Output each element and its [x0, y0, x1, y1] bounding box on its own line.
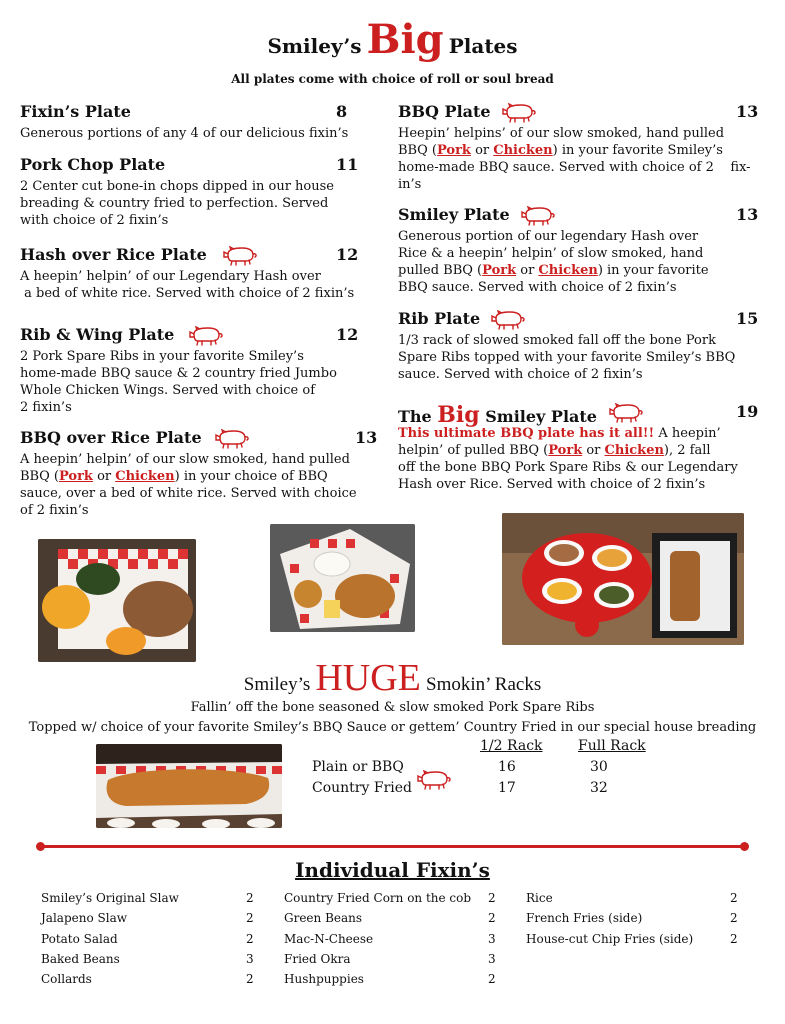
plate-description: A heepin’ helpin’ of our slow smoked, hand pulled BBQ (Pork or Chicken) in your choice of BBQ sauce, over a bed of white rice. Served with choice of 2 fixin’s — [20, 452, 357, 518]
fixin-price: 3 — [246, 952, 254, 966]
plate-price: 12 — [336, 245, 359, 264]
fixin-price: 2 — [730, 932, 738, 946]
racks-topping-note: Topped w/ choice of your favorite Smiley’s BBQ Sauce or gettem’ Country Fried in our special house breading — [28, 720, 757, 735]
racks-title: Smiley’s HUGE Smokin’ Racks — [243, 657, 542, 699]
plate-name: Hash over Rice Plate — [20, 245, 207, 264]
plate-description: Generous portion of our legendary Hash over Rice & a heepin’ helpin’ of slow smoked, hand pulled BBQ (Pork or Chicken) in your favorite BBQ sauce. Served with choice of 2 fixin’s — [398, 229, 709, 295]
plate-price: 8 — [336, 102, 348, 121]
rack-col-half: 1/2 Rack — [480, 738, 543, 754]
fixin-price: 2 — [488, 911, 496, 925]
fixin-item: Green Beans — [284, 911, 363, 925]
fixins-title: Individual Fixin’s — [295, 858, 490, 882]
plate-rib-wing — [20, 325, 365, 416]
pig-icon — [490, 310, 526, 330]
fixin-item: Country Fried Corn on the cob — [284, 891, 472, 905]
plate-description: 2 Pork Spare Ribs in your favorite Smiley’s home-made BBQ sauce & 2 country fried Jumbo Whole Chicken Wings. Served with choice of 2 fixin’s — [20, 349, 337, 415]
food-photo-big-smiley-plate — [502, 513, 744, 645]
menu-subtitle: All plates come with choice of roll or soul bread — [231, 72, 554, 86]
fixin-price: 2 — [730, 891, 738, 905]
plate-price: 19 — [736, 402, 759, 421]
plate-fixins — [20, 102, 360, 142]
title-prefix: Smiley’s — [267, 34, 362, 58]
plate-name: Fixin’s Plate — [20, 102, 131, 121]
plate-name: Rib Plate — [398, 309, 481, 328]
fixin-item: Rice — [526, 891, 553, 905]
fixin-price: 2 — [246, 972, 254, 986]
fixin-item: House-cut Chip Fries (side) — [526, 932, 694, 946]
fixin-price: 2 — [246, 911, 254, 925]
plate-price: 13 — [736, 102, 759, 121]
plate-description: 1/3 rack of slowed smoked fall off the bone Pork Spare Ribs topped with your favorite Smiley’s BBQ sauce. Served with choice of 2 fixin’s — [398, 333, 736, 382]
divider-right-dot — [740, 842, 749, 851]
pig-icon — [520, 206, 556, 226]
fixin-item: Mac-N-Cheese — [284, 932, 374, 946]
rack-row-label: Country Fried — [312, 780, 412, 796]
rack-row-half-price: 16 — [498, 759, 516, 775]
plate-name: BBQ Plate — [398, 102, 491, 121]
plate-name: Pork Chop Plate — [20, 155, 166, 174]
plate-smiley — [398, 205, 763, 296]
plate-rib — [398, 309, 763, 383]
racks-description: Fallin’ off the bone seasoned & slow smoked Pork Spare Ribs — [190, 700, 595, 715]
fixin-price: 2 — [246, 932, 254, 946]
menu-title — [0, 16, 785, 63]
rack-row-half-price: 17 — [498, 780, 516, 796]
plate-description: Heepin’ helpins’ of our slow smoked, hand pulled BBQ (Pork or Chicken) in your favorite Smiley’s home-made BBQ sauce. Served with choice of 2 fix- in’s — [398, 126, 751, 192]
pig-icon — [214, 429, 250, 449]
plate-hash-over-rice — [20, 245, 365, 302]
fixin-item: Collards — [41, 972, 92, 986]
plate-bbq-over-rice — [20, 428, 380, 519]
plate-price: 12 — [336, 325, 359, 344]
fixin-price: 2 — [488, 972, 496, 986]
plate-description: This ultimate BBQ plate has it all!! A heepin’ helpin’ of pulled BBQ (Pork or Chicken), 2 fall off the bone BBQ Pork Spare Ribs & our Legendary Hash over Rice. Served with choice of 2 fixin’s — [398, 426, 738, 492]
plate-price: 15 — [736, 309, 759, 328]
fixin-item: Fried Okra — [284, 952, 351, 966]
title-big-word: Big — [366, 16, 444, 63]
fixin-item: Potato Salad — [41, 932, 118, 946]
plate-description: 2 Center cut bone-in chops dipped in our house breading & country fried to perfection. Served with choice of 2 fixin’s — [20, 179, 334, 228]
plate-highlight: This ultimate BBQ plate has it all!! — [398, 426, 655, 441]
fixin-item: Baked Beans — [41, 952, 120, 966]
pig-icon — [608, 403, 644, 423]
fixin-price: 2 — [246, 891, 254, 905]
plate-name: The Big Smiley Plate — [398, 402, 597, 428]
rack-row-full-price: 32 — [590, 780, 608, 796]
plate-pork-chop — [20, 155, 365, 229]
rack-row-full-price: 30 — [590, 759, 608, 775]
plate-name: Rib & Wing Plate — [20, 325, 175, 344]
fixin-price: 2 — [488, 891, 496, 905]
pig-icon — [416, 770, 452, 790]
title-suffix: Plates — [448, 34, 518, 58]
plate-bbq — [398, 102, 763, 193]
rack-row-label: Plain or BBQ — [312, 759, 404, 775]
plate-name: Smiley Plate — [398, 205, 510, 224]
plate-name: BBQ over Rice Plate — [20, 428, 202, 447]
plate-price: 13 — [355, 428, 378, 447]
pig-icon — [222, 246, 258, 266]
food-photo-pork-chop — [270, 524, 415, 632]
fixin-price: 2 — [730, 911, 738, 925]
food-photo-bbq-plate — [38, 539, 196, 662]
plate-price: 11 — [336, 155, 359, 174]
fixin-price: 3 — [488, 932, 496, 946]
fixin-item: Smiley’s Original Slaw — [41, 891, 179, 905]
pig-icon — [188, 326, 224, 346]
plate-description: Generous portions of any 4 of our delicious fixin’s — [20, 126, 349, 141]
plate-big-smiley — [398, 398, 763, 493]
fixin-item: Jalapeno Slaw — [41, 911, 127, 925]
plate-description: A heepin’ helpin’ of our Legendary Hash over a bed of white rice. Served with choice of 2 fixin’s — [20, 269, 355, 301]
rack-col-full: Full Rack — [578, 738, 646, 754]
fixin-price: 3 — [488, 952, 496, 966]
pig-icon — [501, 103, 537, 123]
fixin-item: French Fries (side) — [526, 911, 643, 925]
fixin-item: Hushpuppies — [284, 972, 364, 986]
plate-price: 13 — [736, 205, 759, 224]
food-photo-rack — [96, 744, 282, 828]
section-divider — [40, 845, 748, 848]
